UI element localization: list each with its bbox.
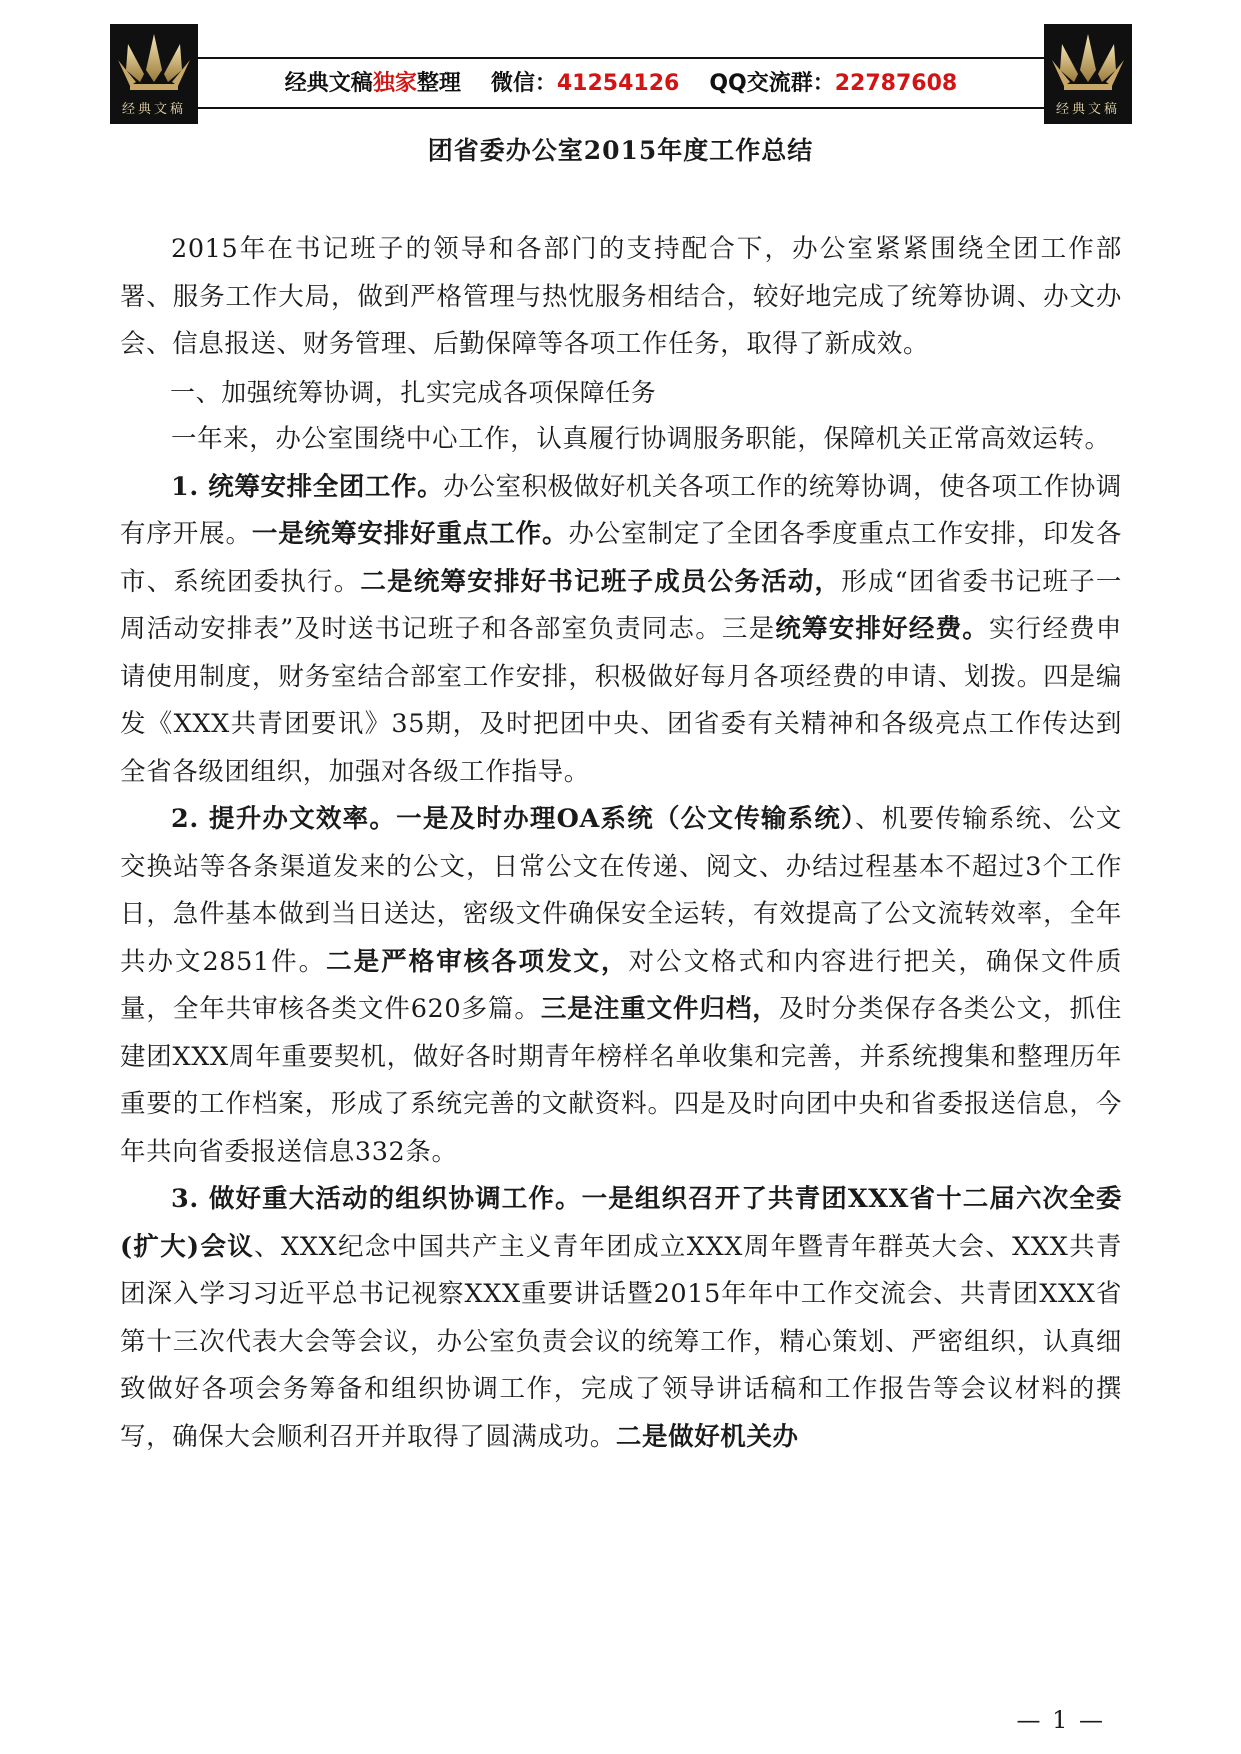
body-text: 对公文格式和内容进行把关，确保文件质量，全年共审核各类文件620多篇。 [120,946,1122,1024]
banner-label-suffix: 整理 [416,71,461,96]
crown-pen-icon [1050,30,1126,94]
bold-lead: 统筹安排好经费。 [775,614,990,644]
banner-label-highlight: 独家 [372,71,417,96]
qq-group-id: 22787608 [834,71,958,96]
paragraph-item-2 [120,796,1122,1176]
crown-pen-icon [116,30,192,94]
qq-label: QQ交流群： [709,71,835,96]
bold-lead: 二是严格审核各项发文， [326,946,629,977]
banner-text [198,66,1044,97]
bold-lead: 一是统筹安排好重点工作。 [251,519,569,549]
page-number: — 1 — [1016,1706,1105,1734]
body-text: 实行经费申请使用制度，财务室结合部室工作安排，积极做好每月各项经费的申请、划拨。四是编发《XXX共青团要讯》35期，及时把团中央、团省委有关精神和各级亮点工作传达到全省各级团组织，加强对各级工作指导。 [120,614,1122,787]
body-text: 办公室制定了全团各季度重点工作安排，印发各市、系统团委执行。 [120,519,1122,597]
wechat-id: 41254126 [556,71,680,96]
bold-lead: 1. 统筹安排全团工作。 [171,471,444,502]
paragraph-item-1 [120,464,1122,797]
paragraph-item-3 [120,1176,1122,1461]
body-text: 形成“团省委书记班子一周活动安排表”及时送书记班子和各部室负责同志。三是 [120,566,1123,644]
document-body [120,226,1122,1461]
section-heading: 一、加强统筹协调，扎实完成各项保障任务 [170,377,657,407]
wechat-label: 微信： [490,71,557,96]
paragraph-section-intro: 一年来，办公室围绕中心工作，认真履行协调服务职能，保障机关正常高效运转。 [171,424,1111,454]
brand-logo-right [1044,24,1132,124]
body-text: 办公室积极做好机关各项工作的统筹协调，使各项工作协调有序开展。 [120,471,1123,549]
brand-logo-left [110,24,198,124]
logo-text: 经典文稿 [121,102,186,117]
banner-band [198,57,1044,109]
bold-lead: 二是统筹安排好书记班子成员公务活动， [360,566,842,597]
body-text: 、XXX纪念中国共产主义青年团成立XXX周年暨青年群英大会、XXX共青团深入学习习近平总书记视察XXX重要讲话暨2015年年中工作交流会、共青团XXX省第十三次代表大会等会议，办公室负责会议的统筹工作，精心策划、严密组织，认真细致做好各项会务筹备和组织协调工作，完成了领导讲话稿和工作报告等会议材料的撰写，确保大会顺利召开并取得了圆满成功。 [120,1231,1122,1452]
document-title: 团省委办公室2015年度工作总结 [427,136,814,165]
logo-text: 经典文稿 [1055,102,1120,117]
banner-label: 经典文稿 [284,71,373,96]
header-banner [110,24,1132,124]
body-text: 及时分类保存各类公文，抓住建团XXX周年重要契机，做好各时期青年榜样名单收集和完善，并系统搜集和整理历年重要的工作档案，形成了系统完善的文献资料。四是及时向团中央和省委报送信息，今年共向省委报送信息332条。 [120,994,1123,1167]
bold-lead: 2. 提升办文效率。一是及时办理OA系统（公文传输系统） [171,804,856,834]
paragraph-intro: 2015年在书记班子的领导和各部门的支持配合下，办公室紧紧围绕全团工作部署、服务工作大局，做到严格管理与热忱服务相结合，较好地完成了统筹协调、办文办会、信息报送、财务管理、后勤保障等各项工作任务，取得了新成效。 [120,234,1122,359]
body-text: 、机要传输系统、公文交换站等各条渠道发来的公文，日常公文在传递、阅文、办结过程基本不超过3个工作日，急件基本做到当日送达，密级文件确保安全运转，有效提高了公文流转效率，全年共办文2851件。 [120,804,1122,977]
bold-lead: 3. 做好重大活动的组织协调工作。一是组织召开了共青团XXX省十二届六次全委(扩大)会议 [120,1184,1122,1262]
bold-lead: 三是注重文件归档， [540,994,779,1024]
bold-lead: 二是做好机关办 [615,1421,799,1452]
